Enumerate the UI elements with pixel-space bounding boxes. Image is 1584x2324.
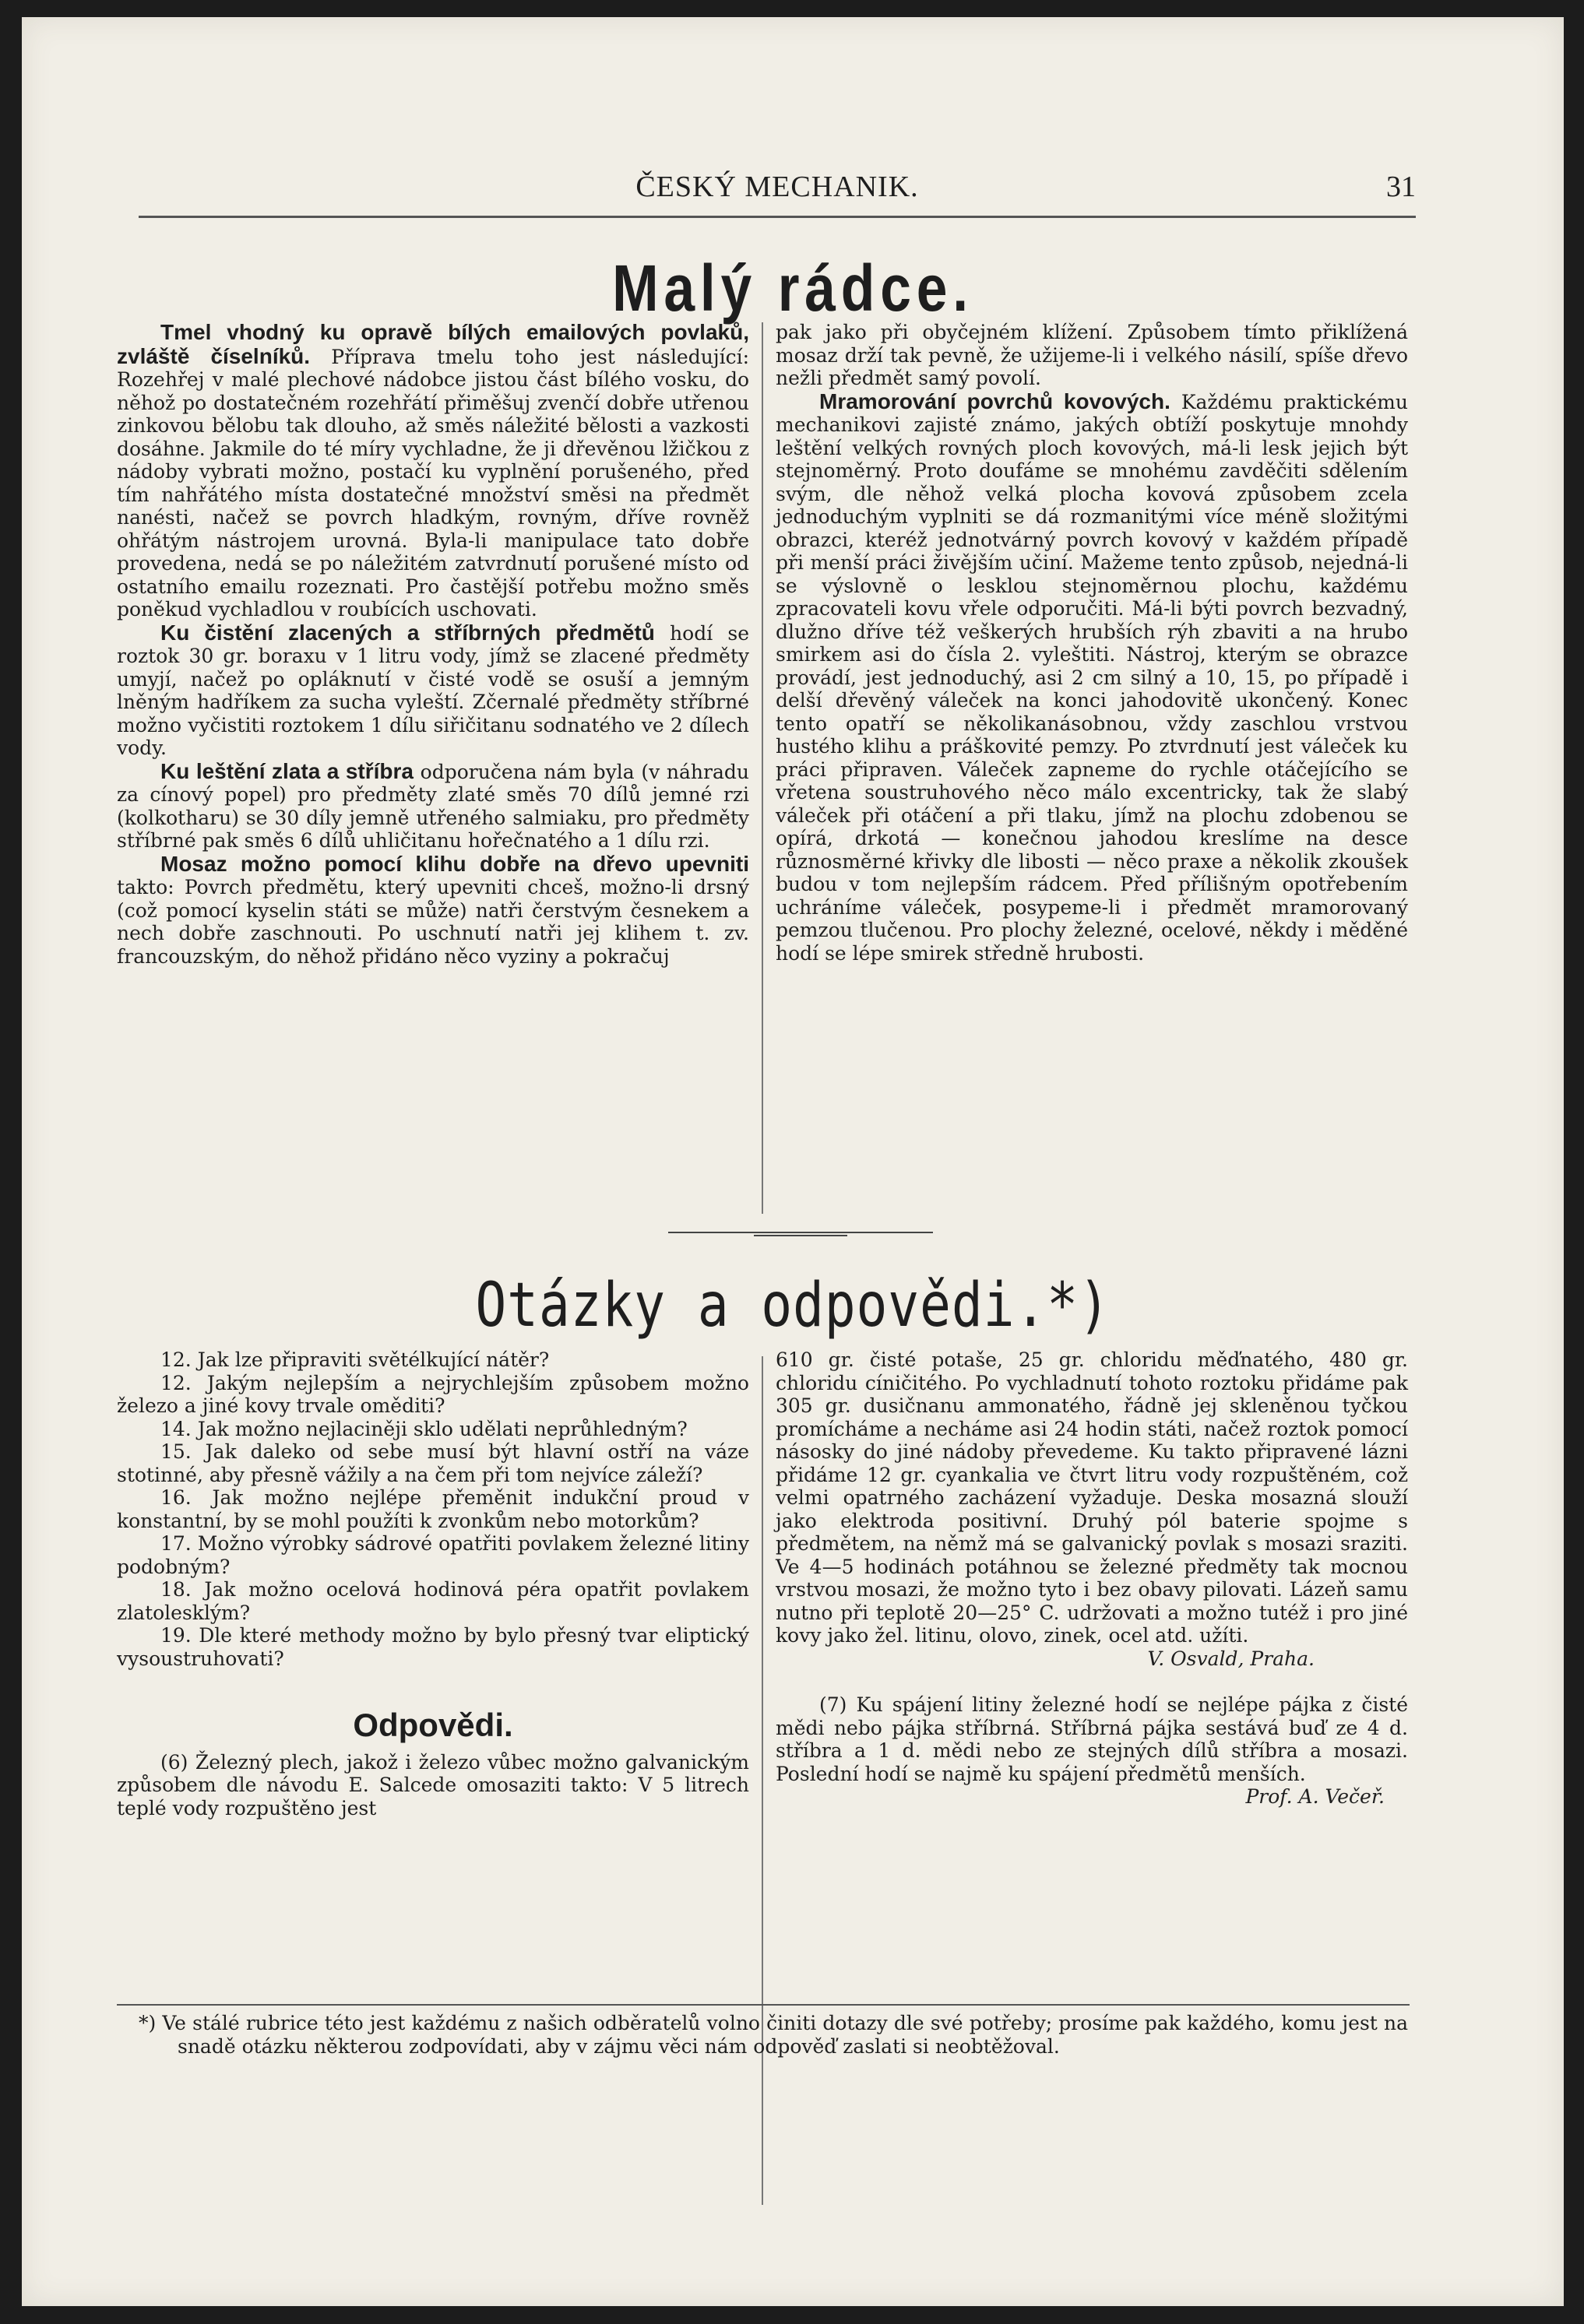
article-text: hodí se roztok 30 gr. boraxu v 1 litru vody, jímž se zlacené předměty umyjí, načež po opláknutí v čisté vodě se osuší a jemným lněným hadříkem za sucha vyleští. Zčernalé předměty stříbrné možno vyčistiti roztokem 1 dílu siřičitanu sodnatého ve 2 dílech vody. (117, 621, 749, 759)
question-item: 16. Jak možno nejlépe přeměnit indukční proud v konstantní, by se mohl použíti k zvonkům nebo motorkům? (117, 1486, 749, 1532)
question-item: 14. Jak možno nejlaciněji sklo udělati neprůhledným? (160, 1417, 688, 1440)
article-heading: Ku čistění zlacených a stříbrných předmětů (160, 620, 655, 645)
article-text: odporučena nám byla (v náhradu za cínový popel) pro předměty zlaté směs 70 dílů jemné rzi (kolkotharu) se 30 díly jemně utřeného salmiaku, pro předměty stříbrné pak směs 6 dílů uhličitanu hořečnatého a 1 dílu rzi. (117, 760, 749, 852)
footnote-text: *) Ve stálé rubrice této jest každému z našich odběratelů volno činiti dotazy dle své potřeby; prosíme pak každého, komu jest na snadě otázku některou zodpovídati, aby v zájmu věci nám odpověď zaslati si neobtěžoval. (139, 2012, 1408, 2058)
article-heading: Mramorování povrchů kovových. (819, 389, 1170, 413)
column-right-bottom (776, 1348, 1408, 1809)
article-heading: Mosaz možno pomocí klihu dobře na dřevo upevniti (160, 851, 749, 876)
column-divider (762, 322, 763, 1214)
page (22, 17, 1564, 2306)
question-item: 12. Jak lze připraviti světélkující nátěr? (160, 1348, 550, 1371)
spacer (117, 1670, 749, 1693)
article-cisteni (117, 621, 749, 760)
question-item: 19. Dle které methody možno by bylo přesný tvar eliptický vysoustruhovati? (117, 1624, 749, 1670)
answer-7: (7) Ku spájení litiny železné hodí se nejlépe pájka z čisté mědi nebo pájka stříbrná. Stříbrná pájka sestává buď ze 4 d. stříbra a 1 d. mědi nebo ze stejných dílů stříbra a mosazi. Poslední hodí se najmě ku spájení předmětů menších. (776, 1693, 1408, 1785)
header-rule (139, 216, 1416, 218)
article-text: takto: Povrch předmětu, který upevniti chceš, možno-li drsný (což pomocí kyselin státi se může) natři čerstvým česnekem a nech dobře zaschnouti. Po uschnutí natři jej klihem t. zv. francouzským, do něhož přidáno něco vyziny a pokračuj (117, 876, 749, 968)
column-left-top (117, 321, 749, 968)
spacer (776, 1670, 1408, 1693)
question-item: 17. Možno výrobky sádrové opatřiti povlakem železné litiny podobným? (117, 1532, 749, 1578)
answer-6-start: (6) Železný plech, jakož i železo vůbec možno galvanickým způsobem dle návodu E. Salcede omosaziti takto: V 5 litrech teplé vody rozpuštěno jest (117, 1750, 749, 1819)
article-lesteni (117, 760, 749, 853)
section-title-otazky: Otázky a odpovědi.*) (475, 1271, 1111, 1341)
question-item: 15. Jak daleko od sebe musí být hlavní ostří na váze stotinné, aby přesně vážily a na čem při tom nejvíce záleží? (117, 1440, 749, 1486)
article-mosaz-continued: pak jako při obyčejném klížení. Způsobem tímto přiklížená mosaz drží tak pevně, že užijeme-li i velkého násilí, spíše dřevo nežli předmět samý povolí. (776, 321, 1408, 389)
signature-osvald: V. Osvald, Praha. (1147, 1647, 1315, 1670)
page-number: 31 (1386, 171, 1416, 203)
section-title-maly-radce: Malý rádce. (612, 251, 973, 325)
column-divider (762, 1356, 763, 2205)
article-mosaz (117, 853, 749, 969)
footnote-rule (117, 2004, 1410, 2006)
running-head (139, 149, 1416, 212)
answers-heading: Odpovědi. (353, 1707, 513, 1743)
footnote (139, 2012, 1408, 2059)
article-heading: Ku leštění zlata a stříbra (160, 758, 414, 783)
signature-vecer: Prof. A. Večeř. (1245, 1785, 1385, 1808)
journal-title: ČESKÝ MECHANIK. (635, 171, 919, 203)
question-item: 18. Jak možno ocelová hodinová péra opatřit povlakem zlatolesklým? (117, 1578, 749, 1624)
article-text: Každému praktickému mechanikovi zajisté známo, jakých obtíží poskytuje mnohdy leštění velkých rovných ploch kovových, má-li lesk jejich být stejnoměrný. Proto doufáme se mnohému zavděčiti sdělením svým, dle něhož velká plocha kovová způsobem zcela jednoduchým vyplniti se dá rozmanitými více méně složitými obrazci, kteréž jednotvárný povrch kovový v každém případě při menší práci živějším učiní. Mažeme tento způsob, nejedná-li se výslovně o lesklou stejnoměrnou plochu, každému zpracovateli kovu vřele odporučiti. Má-li býti povrch bezvadný, dlužno dříve též veškerých hrubších rýh zbaviti a na hrubo smirkem asi do čísla 2. vyleštiti. Nástroj, kterým se obrazce provádí, jest jednoduchý, asi 2 cm silný a 10, 15, po případě i delší dřevěný váleček na konci jahodovitě ukončený. Konec tento opatří se několikanásobnou, vždy zaschlou vrstvou hustého klihu a práškovité pemzy. Po ztvrdnutí jest váleček ku práci připraven. Váleček zapneme do rychle otáčejícího se vřetena soustruhového něco málo excentricky, tak že slabý váleček při otáčení a při tlaku, jímž na plochu zdobenou se opírá, drkotá — konečnou jahodou kreslíme na desce různosměrné křivky dle libosti — něco praxe a několik zkoušek budou v tom nejlepším rádcem. Před přílišným opotřebením uchráníme váleček, posypeme-li i předmět mramorovaný pemzou tlučenou. Pro plochy železné, ocelové, někdy i měděné hodí se lépe smirek středně hrubosti. (776, 390, 1408, 965)
article-heading: Tmel vhodný ku opravě bílých emailových povlaků, zvláště číselníků. (117, 320, 749, 368)
section-divider (668, 1232, 933, 1233)
answer-6-continued: 610 gr. čisté potaše, 25 gr. chloridu měďnatého, 480 gr. chloridu cíničitého. Po vychladnutí tohoto roztoku přidáme pak 305 gr. dusičnanu ammonatého, řádně jej skleněnou tyčkou promícháme a necháme asi 24 hodin státi, načež roztok pomocí násosky do jiné nádoby převedeme. Ku takto připravené lázni přidáme 12 gr. cyankalia ve čtvrt litru vody rozpuštěném, což velmi opatrného zacházení vyžaduje. Deska mosazná slouží jako elektroda positivní. Druhý pól baterie spojme s předmětem, na němž má se galvanický povlak s mosazi sraziti. Ve 4—5 hodinách potáhnou se železné předměty tak mocnou vrstvou mosazi, že možno tyto i bez obavy pilovati. Lázeň samu nutno při teplotě 20—25° C. udržovati a možno tutéž i pro jiné kovy jako žel. litinu, olovo, zinek, ocel atd. užíti. (776, 1348, 1408, 1647)
column-left-bottom (117, 1348, 749, 1819)
article-text: Příprava tmelu toho jest následující: Rozehřej v malé plechové nádobce jistou část bílého vosku, do něhož po dostatečném rozehřátí přiměšuj zvenčí dobře utřenou zinkovou bělobu tak dlouho, až směs náležité bělosti a vazkosti dosáhne. Jakmile do té míry vychladne, že ji dřevěnou lžičkou z nádoby vybrati možno, postačí ku vyplnění porušeného, před tím nahřátého místa dostatečné množství směsi na předmět nanésti, načež se povrch hladkým, rovným, dříve rovněž ohřátým nástrojem urovná. Byla-li manipulace tato dobře provedena, nedá se po náležitém zatvrdnutí porušené místo od ostatního emailu rozeznati. Pro častější potřebu možno směs poněkud vychladlou v roubících uschovati. (117, 345, 749, 621)
question-item: 12. Jakým nejlepším a nejrychlejším způsobem možno železo a jiné kovy trvale oměditi? (117, 1371, 749, 1417)
article-tmel (117, 321, 749, 621)
article-mramorovani (776, 390, 1408, 965)
column-right-top (776, 321, 1408, 965)
